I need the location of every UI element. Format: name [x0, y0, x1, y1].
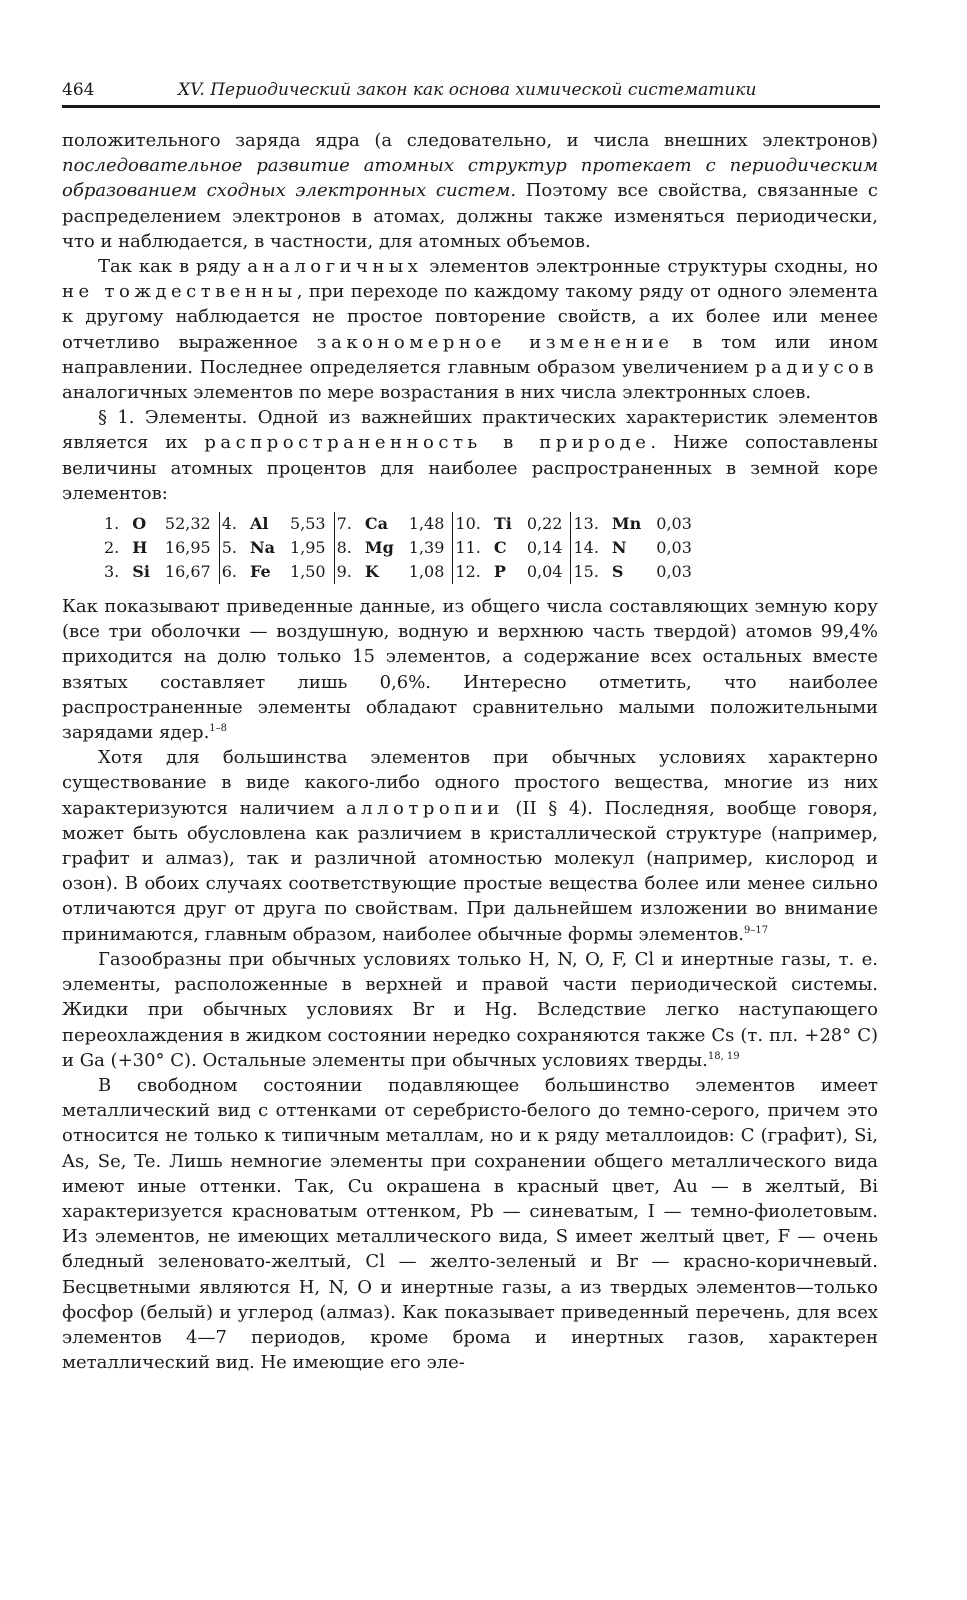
element-rank: 15. — [573, 562, 599, 582]
element-symbol: Si — [132, 562, 150, 582]
element-percent: 16,95 — [160, 536, 219, 560]
emphasis-spaced: распространенность в природе — [204, 432, 651, 454]
element-percent: 5,53 — [285, 512, 334, 536]
footnote-ref: 18, 19 — [707, 1050, 740, 1062]
table-row — [102, 512, 700, 536]
table-row — [102, 536, 700, 560]
paragraph-7: В свободном состоянии подавляющее большинство элементов имеет металлический вид с оттенками от серебристо-белого до темно-серого, причем это относится не только к типичным металлам, но и к ряду металлоидов: C (графит), Si, As, Se, Te. Лишь немногие элементы при сохранении общего металлического вида имеют иные оттенки. Так, Cu окрашена в красный цвет, Au — в желтый, Bi характеризуется красноватым оттенком, Pb — синеватым, I — темно-фиолетовым. Из элементов, не имеющих металлического вида, S имеет желтый цвет, F — очень бледный зеленовато-желтый, Cl — желто-зеленый и Br — красно-коричневый. Бесцветными являются H, N, O и инертные газы, а из твердых элементов—только фосфор (белый) и углерод (алмаз). Как показывает приведенный перечень, для всех элементов 4—7 периодов, кроме брома и инертных газов, характерен металлический вид. Не имеющие его эле- — [62, 1074, 878, 1374]
element-rank: 11. — [455, 538, 481, 558]
element-rank: 3. — [104, 562, 120, 582]
body-text — [62, 128, 878, 1375]
element-percent: 1,08 — [404, 560, 453, 584]
element-percent: 0,03 — [656, 514, 692, 534]
element-percent: 1,39 — [404, 536, 453, 560]
running-header — [62, 78, 880, 106]
element-symbol: Ca — [364, 514, 388, 534]
footnote-ref: 1–8 — [209, 723, 228, 735]
emphasis-spaced: не тождественны — [62, 281, 297, 303]
header-rule — [62, 105, 880, 108]
element-rank: 8. — [336, 538, 352, 558]
element-percent: 0,03 — [656, 562, 692, 582]
element-rank: 4. — [221, 514, 237, 534]
emphasis-spaced: аналогичных — [247, 256, 423, 278]
element-rank: 5. — [221, 538, 237, 558]
element-percent: 0,04 — [522, 560, 571, 584]
element-symbol: N — [611, 538, 627, 558]
element-percent: 0,03 — [656, 538, 692, 558]
element-symbol: Na — [249, 538, 275, 558]
emphasis-spaced: аллотропии — [345, 797, 504, 819]
element-symbol: Ti — [493, 514, 512, 534]
element-percent: 16,67 — [160, 560, 219, 584]
emphasis-spaced: радиусов — [755, 356, 878, 378]
element-symbol: Mn — [611, 514, 642, 534]
emphasis-italic: последовательное развитие атомных структур протекает с периодическим образованием сходных электронных систем. — [62, 155, 878, 202]
element-symbol: C — [493, 538, 507, 558]
element-percent: 1,95 — [285, 536, 334, 560]
element-rank: 2. — [104, 538, 120, 558]
element-rank: 6. — [221, 562, 237, 582]
paragraph-1: положительного заряда ядра (а следовательно, и числа внешних электронов) последовательное развитие атомных структур протекает с периодическим образованием сходных электронных систем. Поэтому все свойства, связанные с распределением электронов в атомах, должны также изменяться периодически, что и наблюдается, в частности, для атомных объемов. — [62, 130, 878, 252]
paragraph-2: Так как в ряду аналогичных элементов электронные структуры сходны, но не тождественны, при переходе по каждому такому ряду от одного элемента к другому наблюдается не простое повторение свойств, а их более или менее отчетливо выраженное закономерное изменение в том или ином направлении. Последнее определяется главным образом увеличением радиусов аналогичных элементов по мере возрастания в них числа электронных слоев. — [62, 256, 879, 404]
emphasis-spaced: закономерное изменение — [316, 331, 674, 353]
element-rank: 1. — [104, 514, 120, 534]
element-symbol: Mg — [364, 538, 394, 558]
element-symbol: O — [132, 514, 147, 534]
element-percent: 1,50 — [285, 560, 334, 584]
element-symbol: S — [611, 562, 624, 582]
element-rank: 12. — [455, 562, 481, 582]
element-rank: 7. — [336, 514, 352, 534]
element-symbol: Al — [249, 514, 269, 534]
element-rank: 10. — [455, 514, 481, 534]
paragraph-3-section-1: § 1. Элементы. Одной из важнейших практических характеристик элементов является их распространенность в природе. Ниже сопоставлены величины атомных процентов для наиболее распространенных в земной коре элементов: — [62, 407, 879, 504]
table-row — [102, 560, 700, 584]
element-percent: 0,14 — [522, 536, 571, 560]
element-percent: 1,48 — [404, 512, 453, 536]
element-percent: 52,32 — [160, 512, 219, 536]
page-number: 464 — [62, 80, 95, 100]
element-symbol: Fe — [249, 562, 271, 582]
running-title: XV. Периодический закон как основа химической систематики — [178, 80, 757, 100]
element-rank: 14. — [573, 538, 599, 558]
element-symbol: K — [364, 562, 379, 582]
abundance-table — [102, 512, 700, 584]
element-rank: 9. — [336, 562, 352, 582]
footnote-ref: 9–17 — [743, 924, 769, 936]
paragraph-5: Хотя для большинства элементов при обычных условиях характерно существование в виде какого-либо одного простого вещества, многие из них характеризуются наличием аллотропии (II § 4). Последняя, вообще говоря, может быть обусловлена как различием в кристаллической структуре (например, графит и алмаз), так и различной атомностью молекул (например, кислород и озон). В обоих случаях соответствующие простые вещества более или менее сильно отличаются друг от друга по свойствам. При дальнейшем изложении во внимание принимаются, главным образом, наиболее обычные формы элементов.$^{9-17}$ — [62, 747, 878, 945]
element-symbol: H — [132, 538, 148, 558]
paragraph-4: Как показывают приведенные данные, из общего числа составляющих земную кору (все три оболочки — воздушную, водную и верхнюю часть твердой) атомов 99,4% приходится на долю только 15 элементов, а содержание всех остальных вместе взятых составляет лишь 0,6%. Интересно отметить, что наиболее распространенные элементы обладают сравнительно малыми положительными зарядами ядер.$^{1-8}$ — [62, 596, 878, 744]
paragraph-6: Газообразны при обычных условиях только H, N, O, F, Cl и инертные газы, т. е. элементы, расположенные в верхней и правой части периодической системы. Жидки при обычных условиях Br и Hg. Вследствие легко наступающего переохлаждения в жидком состоянии нередко сохраняются также Cs (т. пл. +28° C) и Ga (+30° C). Остальные элементы при обычных условиях тверды.$^{18, 19}$ — [62, 948, 878, 1071]
element-symbol: P — [493, 562, 506, 582]
element-rank: 13. — [573, 514, 599, 534]
element-percent: 0,22 — [522, 512, 571, 536]
